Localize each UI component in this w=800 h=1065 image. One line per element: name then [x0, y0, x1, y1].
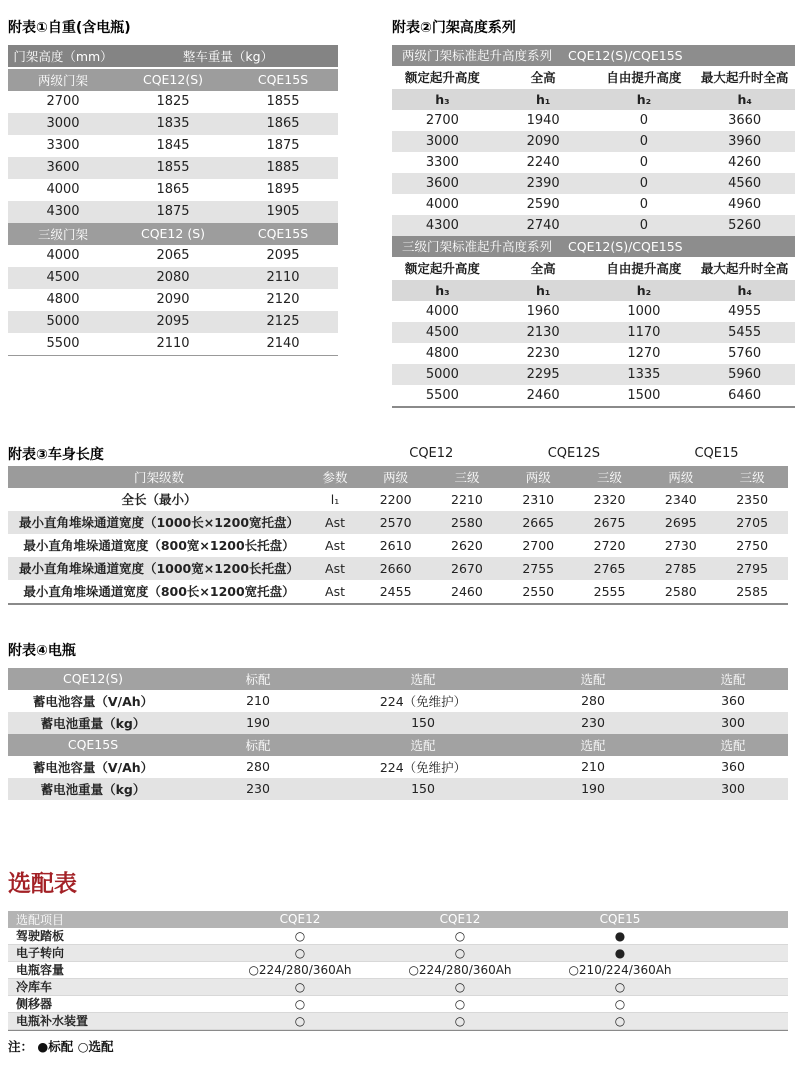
table-cell: ●: [614, 928, 626, 943]
table-row: [8, 488, 788, 511]
table-row: [8, 311, 338, 333]
table-cell: 3600: [425, 175, 459, 191]
table2-title: 附表②门架高度系列: [392, 20, 516, 36]
table-cell: 0: [639, 133, 649, 149]
symbol-h3: h₃: [435, 91, 450, 107]
table2-section1-bar: [392, 45, 795, 66]
model-group-header: CQE15: [694, 446, 739, 462]
table-cell: 2765: [593, 560, 626, 576]
column-header: 三级: [597, 469, 623, 485]
table-row: [8, 179, 338, 201]
options-title: 选配表: [8, 870, 77, 897]
table-row: [8, 157, 338, 179]
table-cell: 2460: [451, 583, 483, 599]
column-header: 标配: [245, 671, 271, 687]
column-header: 整车重量（kg）: [182, 48, 274, 64]
table-cell: 1335: [627, 366, 661, 382]
table-cell: 1500: [627, 387, 661, 403]
table-cell: 2310: [522, 491, 555, 507]
table-cell: 1845: [156, 138, 190, 154]
top-tables-row: [8, 20, 800, 408]
table-row: [392, 215, 795, 236]
table-cell: ○: [294, 945, 306, 960]
table-cell: 1855: [266, 94, 300, 110]
table-cell: 最小直角堆垛通道宽度（800宽×1200长托盘）: [23, 538, 295, 554]
table-cell: 2210: [451, 491, 483, 507]
table-cell: Ast: [325, 583, 345, 599]
table-row: [8, 962, 788, 979]
table1-section2-header: [8, 223, 338, 245]
table1-section: [8, 20, 338, 356]
table2-section1-symbol-row: [392, 89, 795, 110]
table-cell: 2620: [451, 537, 483, 553]
table-cell: 224（免维护）: [379, 759, 467, 775]
column-header: CQE12: [279, 912, 321, 927]
table-cell: 4000: [46, 182, 80, 198]
table-cell: 2200: [379, 491, 412, 507]
table-cell: 2590: [526, 196, 560, 212]
table-cell: ○: [454, 996, 466, 1011]
legend-note: 注： ●标配 ○选配: [8, 1038, 114, 1054]
table-cell: 2700: [425, 112, 459, 128]
table-row: [8, 580, 788, 603]
table-cell: 210: [581, 759, 605, 775]
table-cell: 蓄电池重量（kg）: [40, 715, 146, 731]
table-cell: 2140: [266, 336, 300, 352]
table-cell: 2675: [593, 514, 626, 530]
table-cell: 5760: [728, 345, 762, 361]
table-self-weight: [8, 45, 338, 356]
table-cell: 2390: [526, 175, 560, 191]
table-cell: 3960: [728, 133, 762, 149]
table-row: [8, 979, 788, 996]
table-battery: [8, 643, 788, 800]
column-header: CQE15S: [67, 737, 119, 753]
table-cell: 2705: [736, 514, 769, 530]
table-row: [8, 91, 338, 113]
table-row: [392, 131, 795, 152]
table-cell: l₁: [330, 491, 340, 507]
table-cell: 0: [639, 217, 649, 233]
table-cell: ○: [454, 928, 466, 943]
table1-section2-rows: [8, 245, 338, 355]
column-header: 两级: [383, 469, 409, 485]
table-cell: 蓄电池重量（kg）: [40, 781, 146, 797]
table-row: [392, 343, 795, 364]
table-cell: 2120: [266, 292, 300, 308]
table-row: [8, 945, 788, 962]
table-cell: 280: [246, 759, 270, 775]
table-cell: 5960: [728, 366, 762, 382]
table3-col-headers: [8, 466, 788, 488]
table-cell: 2700: [46, 94, 80, 110]
table-cell: 1000: [627, 303, 661, 319]
table-cell: 300: [721, 715, 745, 731]
column-header: 选配: [720, 671, 746, 687]
table3-title-row: [8, 442, 788, 466]
table1-title: 附表①自重(含电瓶): [8, 20, 131, 36]
table-row: [8, 756, 788, 778]
column-header: 选配: [720, 737, 746, 753]
table-cell: ○: [294, 996, 306, 1011]
table-cell: 2660: [379, 560, 412, 576]
column-header: 最大起升时全高: [700, 261, 789, 277]
symbol-h1: h₁: [535, 282, 551, 298]
table-cell: 1940: [526, 112, 560, 128]
table-cell: 2065: [156, 248, 190, 264]
column-header: 三级门架: [37, 226, 88, 242]
table-cell: 侧移器: [16, 997, 53, 1012]
table-cell: 280: [581, 693, 605, 709]
column-header: CQE12(S): [62, 671, 124, 687]
table-cell: 0: [639, 154, 649, 170]
table1-section1-rows: [8, 91, 338, 223]
symbol-h2: h₂: [636, 91, 652, 107]
table-cell: 2795: [736, 560, 769, 576]
table-cell: 190: [246, 715, 270, 731]
table-cell: 0: [639, 112, 649, 128]
table-cell: 360: [721, 759, 745, 775]
table-cell: ○224/280/360Ah: [248, 962, 352, 977]
table-row: [8, 333, 338, 355]
column-header: 选配项目: [16, 912, 65, 927]
table-cell: 4955: [728, 303, 762, 319]
table-cell: 4000: [425, 196, 459, 212]
table-cell: 150: [411, 715, 435, 731]
column-header: 门架级数: [133, 469, 184, 485]
table-cell: 2580: [664, 583, 697, 599]
table-cell: 1895: [266, 182, 300, 198]
table-cell: 2295: [526, 366, 560, 382]
column-header: 额定起升高度: [404, 261, 480, 277]
table2-section2-bar: [392, 236, 795, 257]
table-cell: ○: [614, 996, 626, 1011]
column-header: 选配: [580, 737, 606, 753]
table-cell: 最小直角堆垛通道宽度（800长×1200宽托盘）: [23, 584, 295, 600]
table-cell: 1905: [266, 204, 300, 220]
table2-section2-col-headers: [392, 257, 795, 280]
table-cell: 冷库车: [16, 980, 53, 995]
table-cell: 2125: [266, 314, 300, 330]
column-header: 自由提升高度: [606, 70, 682, 86]
column-header: 全高: [530, 70, 556, 86]
table-cell: 1825: [156, 94, 190, 110]
table-cell: 2095: [266, 248, 300, 264]
table-row: [8, 511, 788, 534]
table-row: [392, 110, 795, 131]
table-cell: 4300: [425, 217, 459, 233]
options-col-headers: [8, 911, 788, 928]
table-cell: 2720: [593, 537, 626, 553]
table-cell: 4500: [46, 270, 80, 286]
table3-rows: [8, 488, 788, 603]
table-cell: 2670: [451, 560, 483, 576]
table-cell: ●: [614, 945, 626, 960]
table-cell: 4800: [425, 345, 459, 361]
symbol-h2: h₂: [636, 282, 652, 298]
table-cell: 1855: [156, 160, 190, 176]
table3-title: 附表③车身长度: [8, 446, 104, 463]
table-row: [8, 201, 338, 223]
table-cell: ○: [614, 979, 626, 994]
table-row: [392, 364, 795, 385]
table-row: [8, 135, 338, 157]
column-header: 两级: [525, 469, 551, 485]
column-header: 选配: [410, 737, 436, 753]
table-cell: ○: [454, 945, 466, 960]
table-options: [8, 911, 788, 1031]
table-cell: ○: [294, 928, 306, 943]
symbol-h3: h₃: [435, 282, 450, 298]
table4-section2-rows: [8, 756, 788, 800]
table-cell: 2700: [522, 537, 555, 553]
model-group-header: CQE12: [409, 446, 454, 462]
column-header: 三级: [454, 469, 480, 485]
column-header: 全高: [530, 261, 556, 277]
table-row: [8, 534, 788, 557]
table-mast-heights: [392, 45, 795, 408]
table-cell: 300: [721, 781, 745, 797]
table-cell: 2740: [526, 217, 560, 233]
column-header: 三级: [739, 469, 765, 485]
table-cell: ○: [454, 979, 466, 994]
table2-section: [392, 20, 795, 408]
column-header: 选配: [580, 671, 606, 687]
table-cell: 5000: [425, 366, 459, 382]
table-cell: ○: [454, 1013, 466, 1028]
options-section: [8, 872, 788, 1055]
table-cell: 6460: [728, 387, 762, 403]
table-cell: 2340: [664, 491, 697, 507]
table-cell: 2090: [526, 133, 560, 149]
table-cell: 1960: [526, 303, 560, 319]
table-cell: 4260: [728, 154, 762, 170]
table2-section2-rows: [392, 301, 795, 406]
table-cell: 4500: [425, 324, 459, 340]
table-row: [392, 173, 795, 194]
table-cell: 4300: [46, 204, 80, 220]
table-cell: 150: [411, 781, 435, 797]
table-row: [8, 289, 338, 311]
table-cell: ○210/224/360Ah: [568, 962, 672, 977]
table-cell: 1865: [156, 182, 190, 198]
symbol-h4: h₄: [737, 282, 752, 298]
model-group-header: CQE12S: [547, 446, 601, 462]
table-cell: Ast: [325, 537, 345, 553]
column-header: 门架高度（mm）: [13, 48, 113, 64]
table1-top-header: [8, 45, 338, 67]
table-body-length: [8, 442, 788, 605]
table-cell: 4960: [728, 196, 762, 212]
table-cell: ○: [614, 1013, 626, 1028]
table-cell: 2665: [522, 514, 555, 530]
table-cell: 3000: [425, 133, 459, 149]
table-cell: 190: [581, 781, 605, 797]
table-cell: 2110: [156, 336, 190, 352]
table-row: [392, 194, 795, 215]
table-cell: 2090: [156, 292, 190, 308]
table-cell: 0: [639, 175, 649, 191]
table-cell: 3300: [425, 154, 459, 170]
table-cell: ○: [294, 1013, 306, 1028]
column-header: 选配: [410, 671, 436, 687]
table-row: [392, 152, 795, 173]
table-cell: 2755: [522, 560, 555, 576]
table-cell: 2555: [593, 583, 626, 599]
table-cell: 5500: [425, 387, 459, 403]
table-cell: 2580: [451, 514, 483, 530]
table-cell: 1835: [156, 116, 190, 132]
table2-section1-rows: [392, 110, 795, 236]
table-cell: 230: [581, 715, 605, 731]
table-cell: 电瓶补水装置: [16, 1014, 89, 1029]
table-cell: 0: [639, 196, 649, 212]
table-cell: 2550: [522, 583, 555, 599]
table-row: [8, 712, 788, 734]
table-row: [392, 322, 795, 343]
table-cell: 2350: [736, 491, 769, 507]
table4-section1-header: [8, 668, 788, 690]
table-cell: 2610: [379, 537, 412, 553]
table-cell: 4000: [425, 303, 459, 319]
table-cell: ○224/280/360Ah: [408, 962, 512, 977]
table4-section1-rows: [8, 690, 788, 734]
table-cell: 3600: [46, 160, 80, 176]
table-cell: 2455: [379, 583, 412, 599]
table-cell: 1875: [156, 204, 190, 220]
table-cell: 驾驶踏板: [16, 929, 65, 944]
table-cell: 4800: [46, 292, 80, 308]
table-cell: 电瓶容量: [16, 963, 65, 978]
table-cell: 2240: [526, 154, 560, 170]
column-header: 额定起升高度: [404, 70, 480, 86]
table-cell: 2095: [156, 314, 190, 330]
table-cell: 2570: [379, 514, 412, 530]
table-cell: 2110: [266, 270, 300, 286]
table-cell: 1865: [266, 116, 300, 132]
column-header: CQE15: [599, 912, 641, 927]
table-cell: 最小直角堆垛通道宽度（1000长×1200宽托盘）: [18, 515, 300, 531]
table-cell: 230: [246, 781, 270, 797]
table-cell: 2785: [664, 560, 697, 576]
section-bar-label: 三级门架标准起升高度系列: [402, 239, 553, 255]
table-row: [392, 301, 795, 322]
table2-section1-col-headers: [392, 66, 795, 89]
section-bar-label: 两级门架标准起升高度系列: [402, 48, 553, 64]
table2-section2-symbol-row: [392, 280, 795, 301]
table-cell: 2230: [526, 345, 560, 361]
column-header: CQE15S: [257, 72, 309, 88]
table-cell: 5455: [728, 324, 762, 340]
symbol-h1: h₁: [535, 91, 551, 107]
table-cell: 2130: [526, 324, 560, 340]
section-bar-models: CQE12(S)/CQE15S: [568, 238, 683, 254]
table-row: [8, 245, 338, 267]
table-cell: Ast: [325, 560, 345, 576]
table-cell: 1170: [627, 324, 661, 340]
table-row: [8, 113, 338, 135]
table-cell: 4560: [728, 175, 762, 191]
table-cell: Ast: [325, 514, 345, 530]
table-row: [8, 996, 788, 1013]
table-row: [8, 267, 338, 289]
table-cell: 1270: [627, 345, 661, 361]
column-header: 两级门架: [37, 72, 88, 88]
table-cell: 5260: [728, 217, 762, 233]
table-row: [8, 778, 788, 800]
table-cell: 2585: [736, 583, 769, 599]
table-cell: 全长（最小）: [121, 492, 197, 508]
options-rows: [8, 928, 788, 1031]
table-cell: 1885: [266, 160, 300, 176]
table-cell: 2080: [156, 270, 190, 286]
table-row: [8, 557, 788, 580]
column-header: 参数: [322, 469, 348, 485]
column-header: CQE12: [439, 912, 481, 927]
column-header: 两级: [668, 469, 694, 485]
table-cell: 3660: [728, 112, 762, 128]
table-cell: 2750: [736, 537, 769, 553]
table-cell: 224（免维护）: [379, 693, 467, 709]
table-cell: 210: [246, 693, 270, 709]
table-cell: 2460: [526, 387, 560, 403]
table-row: [8, 690, 788, 712]
symbol-h4: h₄: [737, 91, 752, 107]
table-row: [8, 928, 788, 945]
column-header: CQE12 (S): [140, 226, 206, 242]
column-header: CQE15S: [257, 226, 309, 242]
table-cell: 5500: [46, 336, 80, 352]
column-header: 标配: [245, 737, 271, 753]
table-cell: 3000: [46, 116, 80, 132]
table-cell: 电子转向: [16, 946, 65, 961]
table4-title: 附表④电瓶: [8, 642, 76, 659]
table-cell: 4000: [46, 248, 80, 264]
table-cell: 蓄电池容量（V/Ah）: [32, 693, 154, 709]
table-cell: 1875: [266, 138, 300, 154]
table-cell: 最小直角堆垛通道宽度（1000宽×1200长托盘）: [18, 561, 300, 577]
column-header: CQE12(S): [142, 72, 204, 88]
table1-section1-header: [8, 69, 338, 91]
table-cell: 3300: [46, 138, 80, 154]
table-cell: 2730: [664, 537, 697, 553]
section-bar-models: CQE12(S)/CQE15S: [568, 47, 683, 63]
table-row: [392, 385, 795, 406]
column-header: 自由提升高度: [606, 261, 682, 277]
table-row: [8, 1013, 788, 1030]
table-cell: 2695: [664, 514, 697, 530]
table-cell: 蓄电池容量（V/Ah）: [32, 759, 154, 775]
column-header: 最大起升时全高: [700, 70, 789, 86]
table4-section2-header: [8, 734, 788, 756]
table-cell: 2320: [593, 491, 626, 507]
table-cell: 5000: [46, 314, 80, 330]
table-cell: ○: [294, 979, 306, 994]
table-cell: 360: [721, 693, 745, 709]
